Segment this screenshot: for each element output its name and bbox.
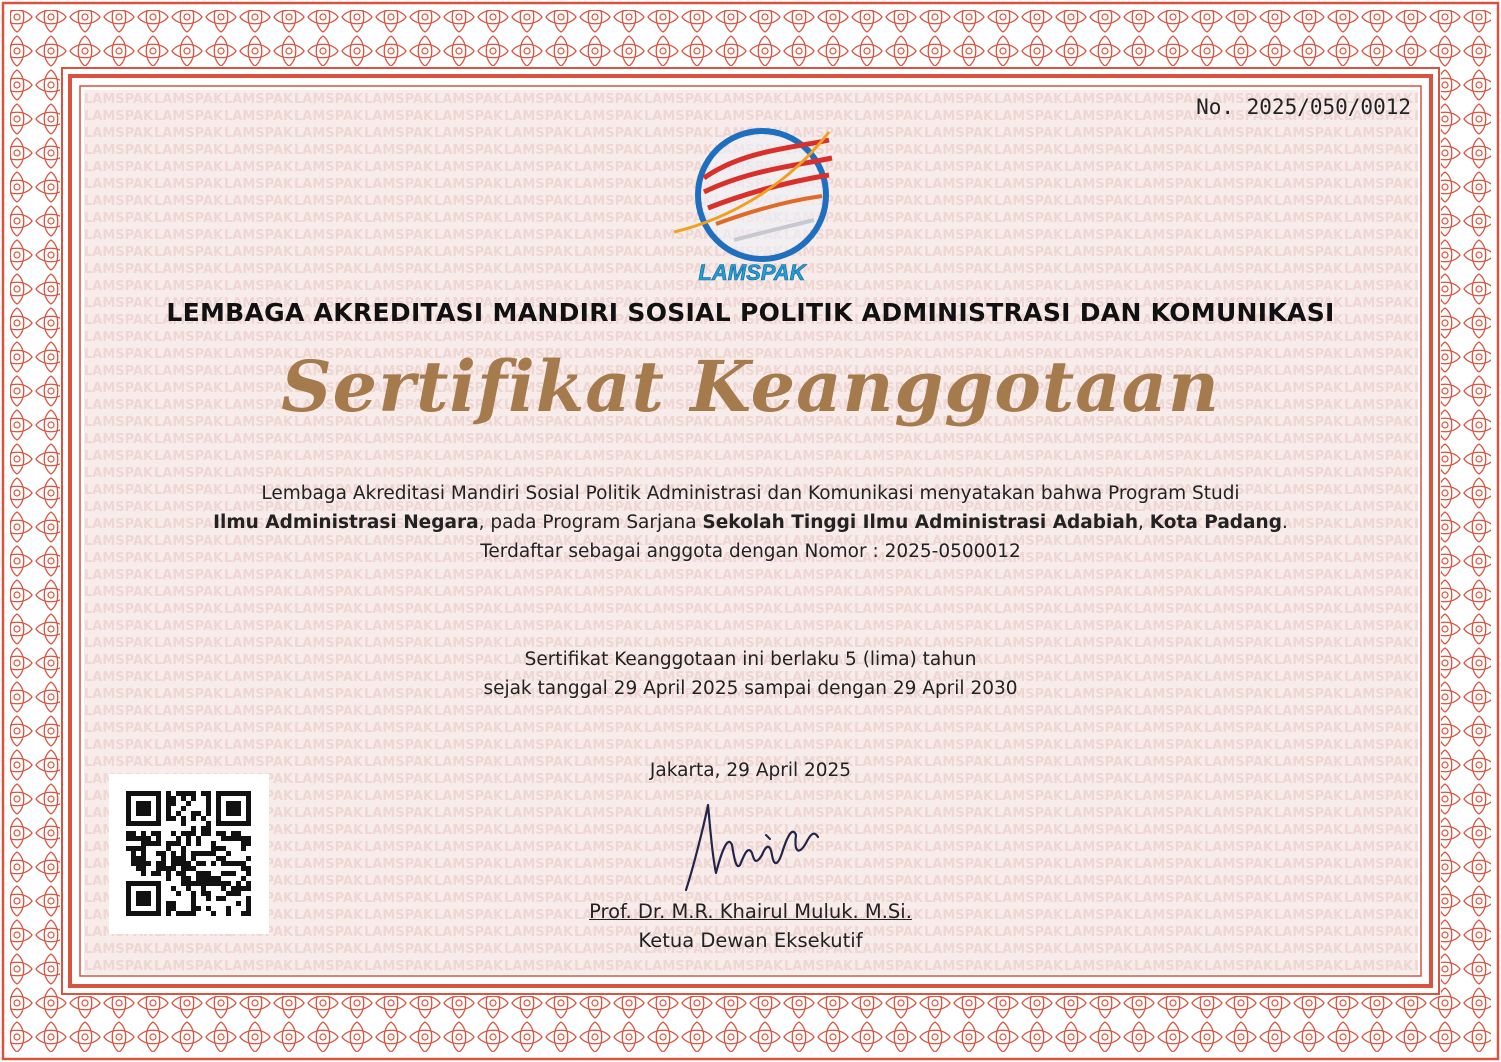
place-date: Jakarta, 29 April 2025	[649, 760, 852, 781]
qr-code-graphic	[109, 774, 269, 934]
institution-name: Sekolah Tinggi Ilmu Administrasi Adabiah	[702, 512, 1138, 533]
organization-name: LEMBAGA AKREDITASI MANDIRI SOSIAL POLITIK ADMINISTRASI DAN KOMUNIKASI	[166, 298, 1335, 327]
signer-role: Ketua Dewan Eksekutif	[638, 929, 863, 952]
signature	[676, 795, 826, 895]
validity-line-2: sejak tanggal 29 April 2025 sampai dengan 29 April 2030	[483, 678, 1018, 699]
program-name: Ilmu Administrasi Negara	[213, 512, 479, 533]
statement-separator: ,	[1138, 512, 1150, 533]
logo-text: LAMSPAK	[698, 260, 806, 285]
statement-paragraph	[0, 479, 1501, 566]
statement-line-2	[0, 508, 1501, 537]
statement-line-1: Lembaga Akreditasi Mandiri Sosial Politik Administrasi dan Komunikasi menyatakan bahwa Program Studi	[261, 483, 1240, 504]
lamspak-logo	[664, 120, 842, 288]
statement-connector: , pada Program Sarjana	[478, 512, 703, 533]
registration-line: Terdaftar sebagai anggota dengan Nomor : 2025-0500012	[480, 541, 1021, 562]
city-name: Kota Padang	[1149, 512, 1282, 533]
validity-line-1: Sertifikat Keanggotaan ini berlaku 5 (lima) tahun	[524, 649, 977, 670]
certificate-number: No. 2025/050/0012	[1196, 95, 1411, 119]
certificate-title: Sertifikat Keanggotaan	[281, 345, 1220, 428]
validity-paragraph	[0, 645, 1501, 703]
signer-name-text: Prof. Dr. M.R. Khairul Muluk. M.Si.	[589, 900, 912, 923]
qr-code	[109, 774, 269, 934]
statement-end: .	[1281, 512, 1288, 533]
